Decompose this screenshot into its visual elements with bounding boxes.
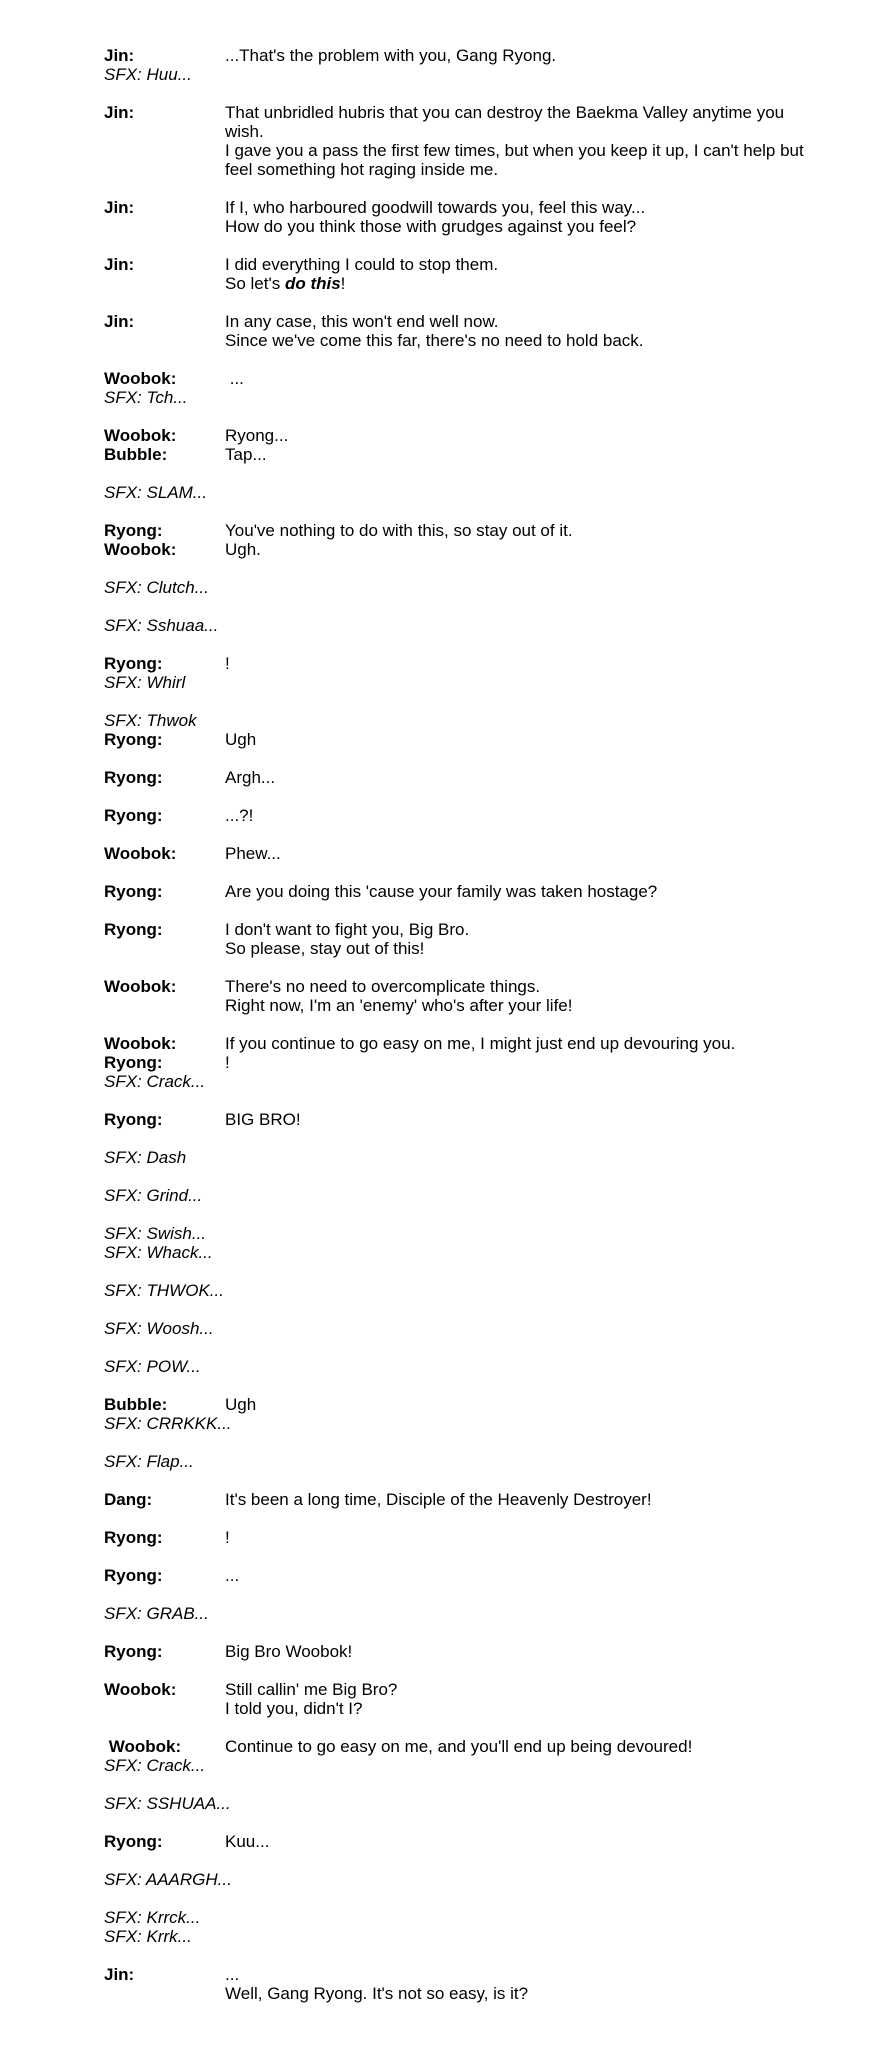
dialogue-row: Since we've come this far, there's no need to hold back. — [225, 331, 644, 350]
dialogue-row: I gave you a pass the first few times, but when you keep it up, I can't help but — [225, 141, 804, 160]
dialogue-text — [225, 1490, 804, 1509]
sfx-line — [104, 673, 804, 692]
dialogue-row: How do you think those with grudges against you feel? — [225, 217, 637, 236]
dialogue-text — [225, 882, 804, 901]
dialogue-line — [104, 445, 804, 464]
dialogue-line — [104, 1965, 804, 2003]
sfx-line — [104, 1148, 804, 1167]
sfx-text: SFX: SSHUAA... — [104, 1794, 231, 1813]
dialogue-row: ...?! — [225, 806, 254, 825]
dialogue-text — [225, 426, 804, 445]
dialogue-text — [225, 977, 804, 1015]
dialogue-row — [225, 274, 804, 293]
sfx-line — [104, 1072, 804, 1091]
dialogue-text — [225, 1034, 804, 1053]
speaker-name: Ryong: — [104, 920, 163, 939]
dialogue-fragment: So let's — [225, 274, 285, 293]
sfx-text: SFX: Tch... — [104, 388, 188, 407]
speaker-name: Woobok: — [104, 369, 177, 388]
dialogue-row: Ugh — [225, 730, 257, 749]
dialogue-row: Argh... — [225, 768, 276, 787]
sfx-text: SFX: SLAM... — [104, 483, 207, 502]
dialogue-line — [104, 977, 804, 1015]
sfx-line — [104, 1452, 804, 1471]
sfx-line — [104, 1756, 804, 1775]
dialogue-row: ! — [225, 654, 230, 673]
dialogue-row: Continue to go easy on me, and you'll end up being devoured! — [225, 1737, 693, 1756]
speaker-name: Bubble: — [104, 445, 168, 464]
dialogue-text — [225, 1528, 804, 1547]
dialogue-line — [104, 198, 804, 236]
speaker-name: Dang: — [104, 1490, 153, 1509]
dialogue-row: BIG BRO! — [225, 1110, 301, 1129]
dialogue-row: Ugh — [225, 1395, 257, 1414]
speaker-name: Jin: — [104, 255, 135, 274]
dialogue-text — [225, 1832, 804, 1851]
emphasis-text: do this — [284, 274, 341, 293]
speaker-name: Woobok: — [104, 1737, 182, 1756]
dialogue-line — [104, 768, 804, 787]
dialogue-fragment: ! — [340, 274, 346, 293]
sfx-text: SFX: Crack... — [104, 1756, 206, 1775]
dialogue-line — [104, 1832, 804, 1851]
speaker-name: Jin: — [104, 103, 135, 122]
dialogue-line — [104, 1034, 804, 1053]
speaker-name: Woobok: — [104, 1680, 177, 1699]
sfx-line — [104, 1319, 804, 1338]
sfx-text: SFX: GRAB... — [104, 1604, 209, 1623]
dialogue-row: Kuu... — [225, 1832, 270, 1851]
dialogue-line — [104, 426, 804, 445]
dialogue-text — [225, 654, 804, 673]
sfx-line — [104, 1604, 804, 1623]
dialogue-line — [104, 1053, 804, 1072]
sfx-line — [104, 1794, 804, 1813]
speaker-name: Jin: — [104, 1965, 135, 1984]
dialogue-line — [104, 920, 804, 958]
dialogue-line — [104, 103, 804, 179]
dialogue-row: Phew... — [225, 844, 281, 863]
dialogue-row: Right now, I'm an 'enemy' who's after your life! — [225, 996, 573, 1015]
sfx-line — [104, 388, 804, 407]
dialogue-row: ... — [225, 369, 244, 388]
dialogue-line — [104, 1528, 804, 1547]
dialogue-text — [225, 46, 804, 65]
dialogue-row: Are you doing this 'cause your family was taken hostage? — [225, 882, 658, 901]
sfx-line — [104, 1186, 804, 1205]
dialogue-line — [104, 46, 804, 65]
sfx-line — [104, 616, 804, 635]
dialogue-text — [225, 445, 804, 464]
dialogue-text — [225, 920, 804, 958]
speaker-name: Ryong: — [104, 1566, 163, 1585]
dialogue-text — [225, 806, 804, 825]
dialogue-line — [104, 369, 804, 388]
dialogue-line — [104, 1110, 804, 1129]
sfx-text: SFX: CRRKKK... — [104, 1414, 232, 1433]
speaker-name: Woobok: — [104, 426, 177, 445]
sfx-line — [104, 1414, 804, 1433]
dialogue-line — [104, 1680, 804, 1718]
speaker-name: Woobok: — [104, 977, 177, 996]
dialogue-row: Big Bro Woobok! — [225, 1642, 353, 1661]
dialogue-row: I did everything I could to stop them. — [225, 255, 499, 274]
sfx-text: SFX: Grind... — [104, 1186, 203, 1205]
speaker-name: Ryong: — [104, 768, 163, 787]
speaker-name: Woobok: — [104, 540, 177, 559]
dialogue-row: In any case, this won't end well now. — [225, 312, 499, 331]
dialogue-text — [225, 312, 804, 350]
sfx-line — [104, 1281, 804, 1300]
dialogue-row: ... — [225, 1965, 240, 1984]
sfx-text: SFX: Sshuaa... — [104, 616, 219, 635]
sfx-text: SFX: Krrck... — [104, 1908, 201, 1927]
sfx-text: SFX: Whack... — [104, 1243, 213, 1262]
speaker-name: Ryong: — [104, 1528, 163, 1547]
dialogue-text — [225, 1642, 804, 1661]
dialogue-row: Ugh. — [225, 540, 261, 559]
sfx-text: SFX: THWOK... — [104, 1281, 224, 1300]
dialogue-row: ! — [225, 1053, 230, 1072]
dialogue-row: Well, Gang Ryong. It's not so easy, is it? — [225, 1984, 529, 2003]
dialogue-line — [104, 806, 804, 825]
dialogue-text — [225, 1395, 804, 1414]
dialogue-row: I don't want to fight you, Big Bro. — [225, 920, 470, 939]
speaker-name: Ryong: — [104, 806, 163, 825]
dialogue-text — [225, 768, 804, 787]
dialogue-text — [225, 1965, 804, 2003]
dialogue-line — [104, 882, 804, 901]
dialogue-text — [225, 103, 804, 179]
dialogue-row: If I, who harboured goodwill towards you, feel this way... — [225, 198, 646, 217]
speaker-name: Ryong: — [104, 730, 163, 749]
sfx-text: SFX: Crack... — [104, 1072, 206, 1091]
speaker-name: Woobok: — [104, 1034, 177, 1053]
dialogue-row: So please, stay out of this! — [225, 939, 425, 958]
script-document — [104, 46, 804, 2003]
dialogue-text — [225, 730, 804, 749]
dialogue-row: ... — [225, 1566, 240, 1585]
dialogue-line — [104, 844, 804, 863]
sfx-text: SFX: Thwok — [104, 711, 197, 730]
speaker-name: Woobok: — [104, 844, 177, 863]
dialogue-text — [225, 844, 804, 863]
dialogue-row: There's no need to overcomplicate things. — [225, 977, 541, 996]
sfx-text: SFX: Dash — [104, 1148, 187, 1167]
dialogue-row: ...That's the problem with you, Gang Ryong. — [225, 46, 557, 65]
sfx-line — [104, 1908, 804, 1927]
speaker-name: Ryong: — [104, 1832, 163, 1851]
dialogue-text — [225, 1053, 804, 1072]
dialogue-row: I told you, didn't I? — [225, 1699, 363, 1718]
dialogue-line — [104, 1566, 804, 1585]
dialogue-text — [225, 1566, 804, 1585]
dialogue-line — [104, 312, 804, 350]
sfx-text: SFX: Huu... — [104, 65, 192, 84]
speaker-name: Ryong: — [104, 654, 163, 673]
dialogue-row: That unbridled hubris that you can destroy the Baekma Valley anytime you — [225, 103, 785, 122]
sfx-text: SFX: Krrk... — [104, 1927, 192, 1946]
sfx-line — [104, 1870, 804, 1889]
sfx-text: SFX: Swish... — [104, 1224, 207, 1243]
dialogue-line — [104, 1490, 804, 1509]
dialogue-line — [104, 255, 804, 293]
dialogue-row: ! — [225, 1528, 230, 1547]
dialogue-line — [104, 1395, 804, 1414]
dialogue-row: feel something hot raging inside me. — [225, 160, 499, 179]
dialogue-line — [104, 521, 804, 540]
speaker-name: Ryong: — [104, 882, 163, 901]
dialogue-text — [225, 1110, 804, 1129]
dialogue-row: wish. — [225, 122, 264, 141]
sfx-text: SFX: POW... — [104, 1357, 201, 1376]
sfx-line — [104, 1357, 804, 1376]
dialogue-row: Ryong... — [225, 426, 289, 445]
dialogue-row: Still callin' me Big Bro? — [225, 1680, 398, 1699]
speaker-name: Ryong: — [104, 1642, 163, 1661]
sfx-text: SFX: Whirl — [104, 673, 186, 692]
dialogue-text — [225, 369, 804, 388]
sfx-line — [104, 65, 804, 84]
sfx-text: SFX: Woosh... — [104, 1319, 214, 1338]
speaker-name: Jin: — [104, 46, 135, 65]
sfx-line — [104, 711, 804, 730]
dialogue-row: You've nothing to do with this, so stay out of it. — [225, 521, 573, 540]
speaker-name: Jin: — [104, 198, 135, 217]
speaker-name: Ryong: — [104, 1053, 163, 1072]
sfx-line — [104, 483, 804, 502]
sfx-line — [104, 1927, 804, 1946]
dialogue-row: If you continue to go easy on me, I might just end up devouring you. — [225, 1034, 736, 1053]
speaker-name: Ryong: — [104, 521, 163, 540]
sfx-text: SFX: AAARGH... — [104, 1870, 232, 1889]
dialogue-line — [104, 730, 804, 749]
sfx-line — [104, 578, 804, 597]
dialogue-text — [225, 255, 804, 293]
speaker-name: Ryong: — [104, 1110, 163, 1129]
dialogue-text — [225, 521, 804, 540]
sfx-line — [104, 1224, 804, 1243]
dialogue-line — [104, 1642, 804, 1661]
speaker-name: Bubble: — [104, 1395, 168, 1414]
speaker-name: Jin: — [104, 312, 135, 331]
dialogue-text — [225, 540, 804, 559]
sfx-text: SFX: Flap... — [104, 1452, 194, 1471]
sfx-text: SFX: Clutch... — [104, 578, 209, 597]
dialogue-text — [225, 198, 804, 236]
dialogue-row: It's been a long time, Disciple of the Heavenly Destroyer! — [225, 1490, 652, 1509]
sfx-line — [104, 1243, 804, 1262]
dialogue-text — [225, 1737, 804, 1756]
dialogue-row: Tap... — [225, 445, 267, 464]
dialogue-line — [104, 540, 804, 559]
dialogue-line — [104, 1737, 804, 1756]
dialogue-line — [104, 654, 804, 673]
dialogue-text — [225, 1680, 804, 1718]
